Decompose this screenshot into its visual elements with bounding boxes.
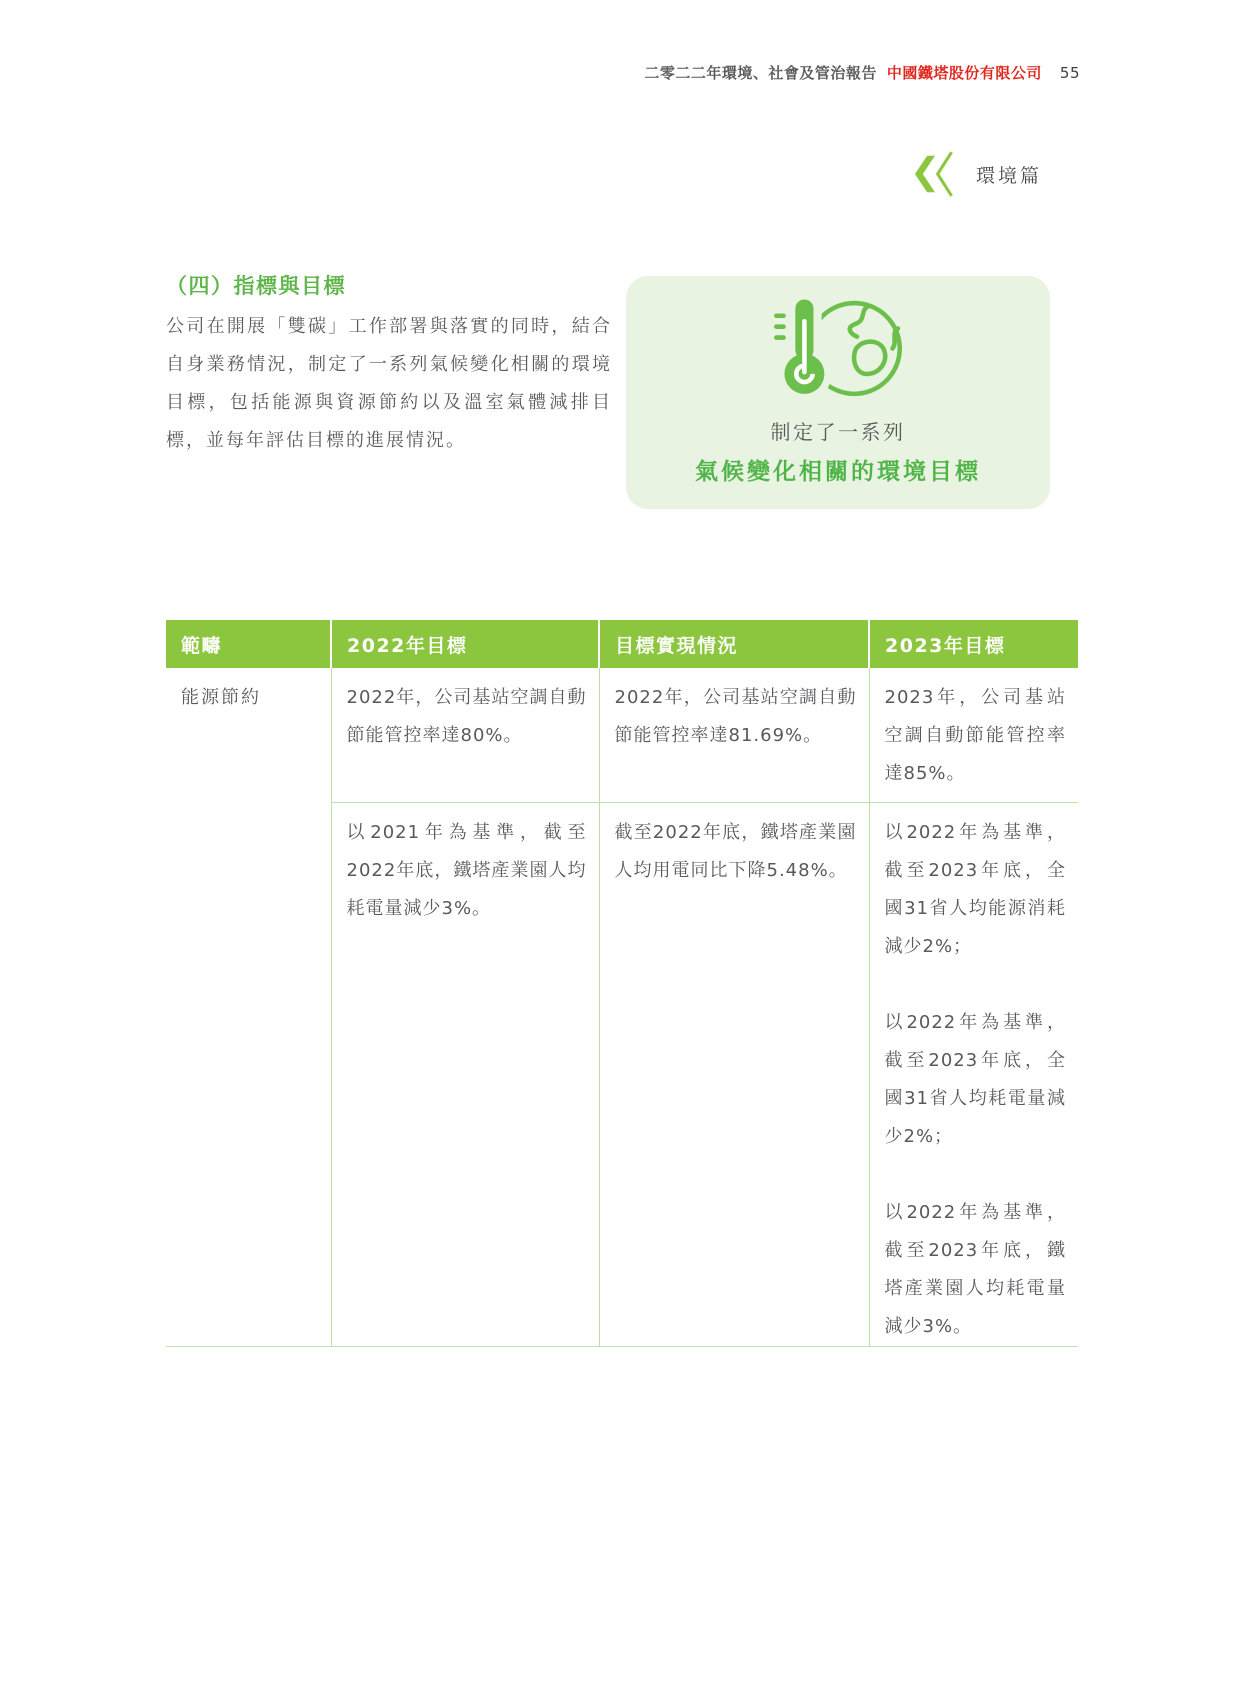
highlight-line-1: 制定了一系列 [770, 420, 906, 444]
chevron-left-icon [908, 150, 962, 198]
goal-2023-cell: 2023年，公司基站空調自動節能管控率達85%。 [869, 668, 1078, 802]
goal-paragraph: 以2022年為基準，截至2023年底，全國31省人均能源消耗減少2%； [884, 821, 1066, 957]
company-name: 中國鐵塔股份有限公司 [886, 64, 1042, 82]
column-header-goal-2023: 2023年目標 [869, 620, 1078, 668]
thermometer-globe-icon [765, 294, 911, 412]
goal-2022-cell: 2022年，公司基站空調自動節能管控率達80%。 [331, 668, 599, 802]
targets-table [166, 620, 1078, 1347]
table-header-row [166, 620, 1078, 668]
page-number: 55 [1059, 64, 1080, 82]
intro-paragraph: 公司在開展「雙碳」工作部署與落實的同時，結合自身業務情況，制定了一系列氣候變化相關的環境目標，包括能源與資源節約以及溫室氣體減排目標，並每年評估目標的進展情況。 [166, 316, 612, 451]
highlight-box [626, 276, 1050, 509]
achievement-cell: 2022年，公司基站空調自動節能管控率達81.69%。 [599, 668, 869, 802]
section-badge [908, 150, 1042, 198]
goal-2023-cell [869, 802, 1078, 1346]
column-header-achievement: 目標實現情況 [599, 620, 869, 668]
achievement-cell: 截至2022年底，鐵塔產業園人均用電同比下降5.48%。 [599, 802, 869, 1346]
category-cell: 能源節約 [181, 687, 261, 708]
goal-paragraph: 以2022年為基準，截至2023年底，鐵塔產業園人均耗電量減少3%。 [884, 1201, 1066, 1337]
table-row [166, 668, 1078, 802]
column-header-goal-2022: 2022年目標 [331, 620, 599, 668]
section-heading: （四）指標與目標 [166, 274, 346, 298]
page-header [644, 62, 1080, 83]
goal-2022-cell: 以2021年為基準，截至2022年底，鐵塔產業園人均耗電量減少3%。 [331, 802, 599, 1346]
column-header-category: 範疇 [166, 620, 331, 668]
report-title: 二零二二年環境、社會及管治報告 [644, 64, 877, 82]
highlight-line-2: 氣候變化相關的環境目標 [695, 459, 981, 485]
section-badge-label: 環境篇 [975, 164, 1042, 187]
goal-paragraph: 以2022年為基準，截至2023年底，全國31省人均耗電量減少2%； [884, 1011, 1066, 1147]
